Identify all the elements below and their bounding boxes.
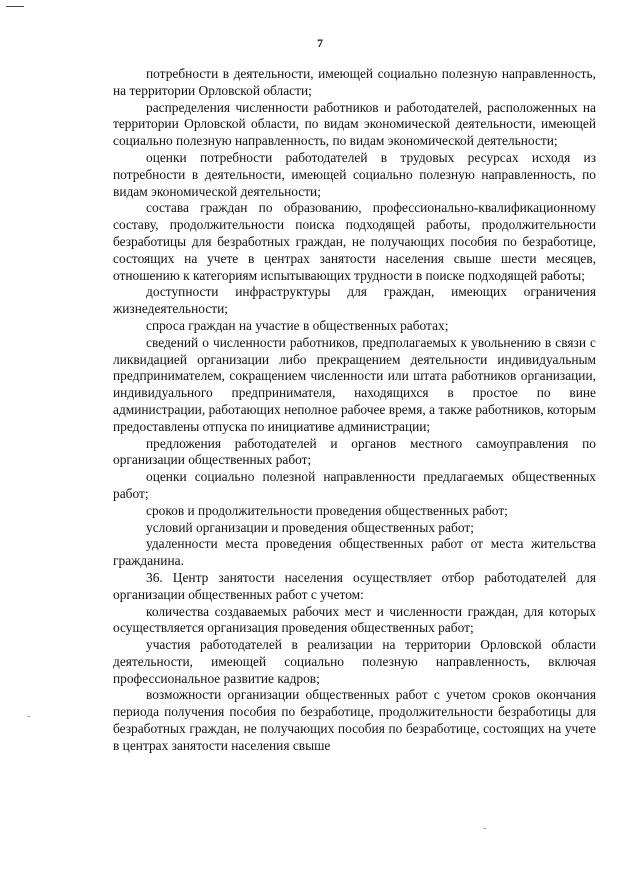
paragraph: потребности в деятельности, имеющей социально полезную направленность, на территории Орловской области; — [113, 66, 596, 98]
scan-speck — [28, 716, 30, 717]
paragraph: оценки потребности работодателей в трудовых ресурсах исходя из потребности в деятельности, имеющей социально полезную направленность, по видам экономической деятельности; — [113, 149, 596, 199]
paragraph: состава граждан по образованию, профессионально-квалификационному составу, продолжительности поиска подходящей работы, продолжительности безработицы для безработных граждан, не получающих пособия по безработице, состоящих на учете в центрах занятости населения свыше шести месяцев, отношению к категориям испытывающих трудности в поиске подходящей работы; — [113, 200, 596, 283]
paragraph: распределения численности работников и работодателей, расположенных на территории Орловской области, по видам экономической деятельности, имеющей социально полезную направленность, по видам экономической деятельности; — [113, 99, 596, 149]
paragraph: оценки социально полезной направленности предлагаемых общественных работ; — [113, 469, 596, 501]
paragraph: участия работодателей в реализации на территории Орловской области деятельности, имеющей социально полезную направленность, включая профессиональное развитие кадров; — [113, 637, 596, 686]
paragraph: 36. Центр занятости населения осуществляет отбор работодателей для организации общественных работ с учетом: — [113, 569, 596, 602]
paragraph: количества создаваемых рабочих мест и численности граждан, для которых осуществляется организация проведения общественных работ; — [113, 603, 596, 636]
paragraph: сведений о численности работников, предполагаемых к увольнению в связи с ликвидацией организации либо прекращением деятельности индивидуальным предпринимателем, сокращением численности или штата работников организации, индивидуального предпринимателя, находящихся в простое по вине администрации, работающих неполное рабочее время, а также работников, которым предоставлены отпуска по инициативе администрации; — [113, 334, 596, 434]
page-number: 7 — [317, 36, 323, 50]
paragraph: возможности организации общественных работ с учетом сроков окончания периода получения пособия по безработице, продолжительности безработицы для безработных граждан, не получающих пособия по безработице, состоящих на учете в центрах занятости населения свыше — [113, 687, 596, 753]
paragraph: условий организации и проведения общественных работ; — [146, 519, 474, 535]
document-body — [113, 66, 596, 755]
corner-mark — [6, 6, 24, 7]
paragraph: доступности инфраструктуры для граждан, имеющих ограничения жизнедеятельности; — [113, 284, 596, 317]
paragraph: спроса граждан на участие в общественных работах; — [146, 317, 449, 333]
paragraph: удаленности места проведения общественных работ от места жительства гражданина. — [113, 536, 596, 569]
paragraph: предложения работодателей и органов местного самоуправления по организации общественных работ; — [113, 435, 596, 468]
paragraph: сроков и продолжительности проведения общественных работ; — [146, 502, 508, 518]
scan-speck — [484, 828, 486, 829]
